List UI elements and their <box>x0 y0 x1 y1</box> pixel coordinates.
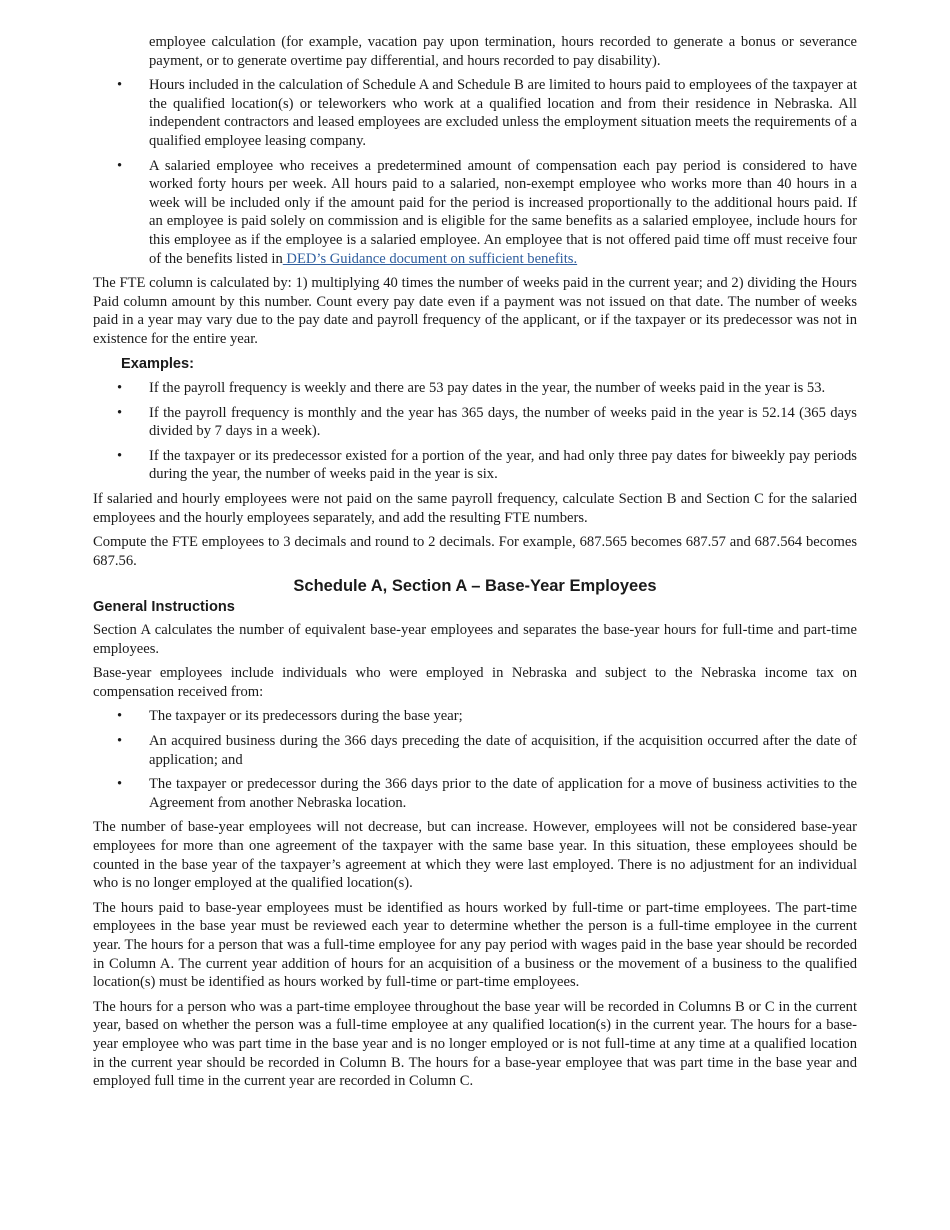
bullet-marker: • <box>117 380 123 397</box>
guidance-document-link[interactable]: DED’s Guidance document on sufficient benefits. <box>282 250 578 267</box>
bullet-marker: • <box>117 708 123 725</box>
list-item-text: Hours included in the calculation of Schedule A and Schedule B are limited to hours paid to employees of the taxpayer at the qualified location(s) or teleworkers who work at a qualified location and from their residence in Nebraska. All independent contractors and leased employees are excluded unless the employment situation meets the requirements of a qualified employee leasing company. <box>149 77 857 149</box>
list-item-text: The taxpayer or predecessor during the 366 days prior to the date of application for a move of business activities to the Agreement from another Nebraska location. <box>149 776 857 811</box>
list-item <box>93 732 857 769</box>
salaried-hourly-paragraph: If salaried and hourly employees were not paid on the same payroll frequency, calculate Section B and Section C for the salaried employees and the hourly employees separately, and add the resulting FTE numbers. <box>93 491 857 526</box>
rounding-paragraph: Compute the FTE employees to 3 decimals and round to 2 decimals. For example, 687.565 becomes 687.57 and 687.564 becomes 687.56. <box>93 534 857 569</box>
list-item-text: If the payroll frequency is monthly and the year has 365 days, the number of weeks paid in the year is 52.14 (365 days divided by 7 days in a week). <box>149 404 857 440</box>
intro-continuation: employee calculation (for example, vacation pay upon termination, hours recorded to generate a bonus or severance payment, or to generate overtime pay differential, and hours recorded to pay disability). <box>149 34 857 69</box>
bullet-marker: • <box>117 447 123 464</box>
list-item-text: An acquired business during the 366 days preceding the date of acquisition, if the acquisition occurred after the date of application; and <box>149 733 857 768</box>
list-item-text: If the payroll frequency is weekly and there are 53 pay dates in the year, the number of weeks paid in the year is 53. <box>149 380 826 397</box>
list-item <box>93 157 857 269</box>
document-page <box>93 33 857 1097</box>
bullet-marker: • <box>117 776 123 793</box>
bullet-marker: • <box>117 404 123 421</box>
list-item-text: If the taxpayer or its predecessor existed for a portion of the year, and had only three pay dates for biweekly pay periods during the year, the number of weeks paid in the year is six. <box>149 447 857 483</box>
list-item-text: A salaried employee who receives a predetermined amount of compensation each pay period is considered to have worked forty hours per week. All hours paid to a salaried, non-exempt employee who works more than 40 hours in a week will be included only if the amount paid for the period is increased proportionally to the additional hours paid. If an employee is paid solely on commission and is eligible for the same benefits as a salaried employee, include hours for this employee as if the employee is a salaried employee. An employee that is not offered paid time off must receive four of the benefits listed in <box>149 157 857 267</box>
list-item <box>93 76 857 150</box>
list-item <box>93 404 857 441</box>
section-a-paragraph-3: The number of base-year employees will not decrease, but can increase. However, employees will not be considered base-year employees for more than one agreement of the taxpayer with the same base year. In this situation, these employees should be counted in the base year of the taxpayer’s agreement at which they were last employed. There is no adjustment for an individual who is no longer employed at the qualified location(s). <box>93 819 857 892</box>
list-item <box>93 707 857 726</box>
list-item <box>93 775 857 812</box>
list-item <box>93 379 857 398</box>
section-a-paragraph-1: Section A calculates the number of equivalent base-year employees and separates the base-year hours for full-time and part-time employees. <box>93 622 857 657</box>
general-instructions-heading: General Instructions <box>93 599 235 616</box>
bullet-marker: • <box>117 77 123 94</box>
section-a-heading: Schedule A, Section A – Base-Year Employees <box>293 577 657 596</box>
base-year-sources-list <box>93 707 857 812</box>
bullet-marker: • <box>117 733 123 749</box>
fte-calculation-paragraph: The FTE column is calculated by: 1) multiplying 40 times the number of weeks paid in the current year; and 2) dividing the Hours Paid column amount by this number. Count every pay date even if a payment was not issued on that date. The number of weeks paid in a year may vary due to the pay date and payroll frequency of the applicant, or if the taxpayer or its predecessor was not in existence for the entire year. <box>93 275 857 347</box>
list-item <box>93 447 857 484</box>
intro-bullet-list <box>93 76 857 268</box>
bullet-marker: • <box>117 157 123 174</box>
examples-heading: Examples: <box>121 355 195 372</box>
list-item-text: The taxpayer or its predecessors during the base year; <box>149 708 463 725</box>
examples-list <box>93 379 857 484</box>
section-a-paragraph-4: The hours paid to base-year employees must be identified as hours worked by full-time or part-time employees. The part-time employees in the base year must be reviewed each year to determine whether the person is a full-time employee in the current year. The hours for a person that was a full-time employee for any pay period with wages paid in the base year should be recorded in Column A. The current year addition of hours for an acquisition of a business or the movement of a business to the qualified location(s) must be identified as hours worked by full-time or part-time employees. <box>93 899 857 991</box>
section-a-paragraph-2: Base-year employees include individuals who were employed in Nebraska and subject to the Nebraska income tax on compensation received from: <box>93 665 857 700</box>
section-a-paragraph-5: The hours for a person who was a part-time employee throughout the base year will be recorded in Columns B or C in the current year, based on whether the person was a full-time employee at any qualified location(s) in the current year. The hours for a base-year employee who was part time in the base year and is no longer employed or is not full-time at any time at a qualified location in the current year should be recorded in Column B. The hours for a base-year employee that was part time in the base year and employed full time in the current year are recorded in Column C. <box>93 998 857 1090</box>
